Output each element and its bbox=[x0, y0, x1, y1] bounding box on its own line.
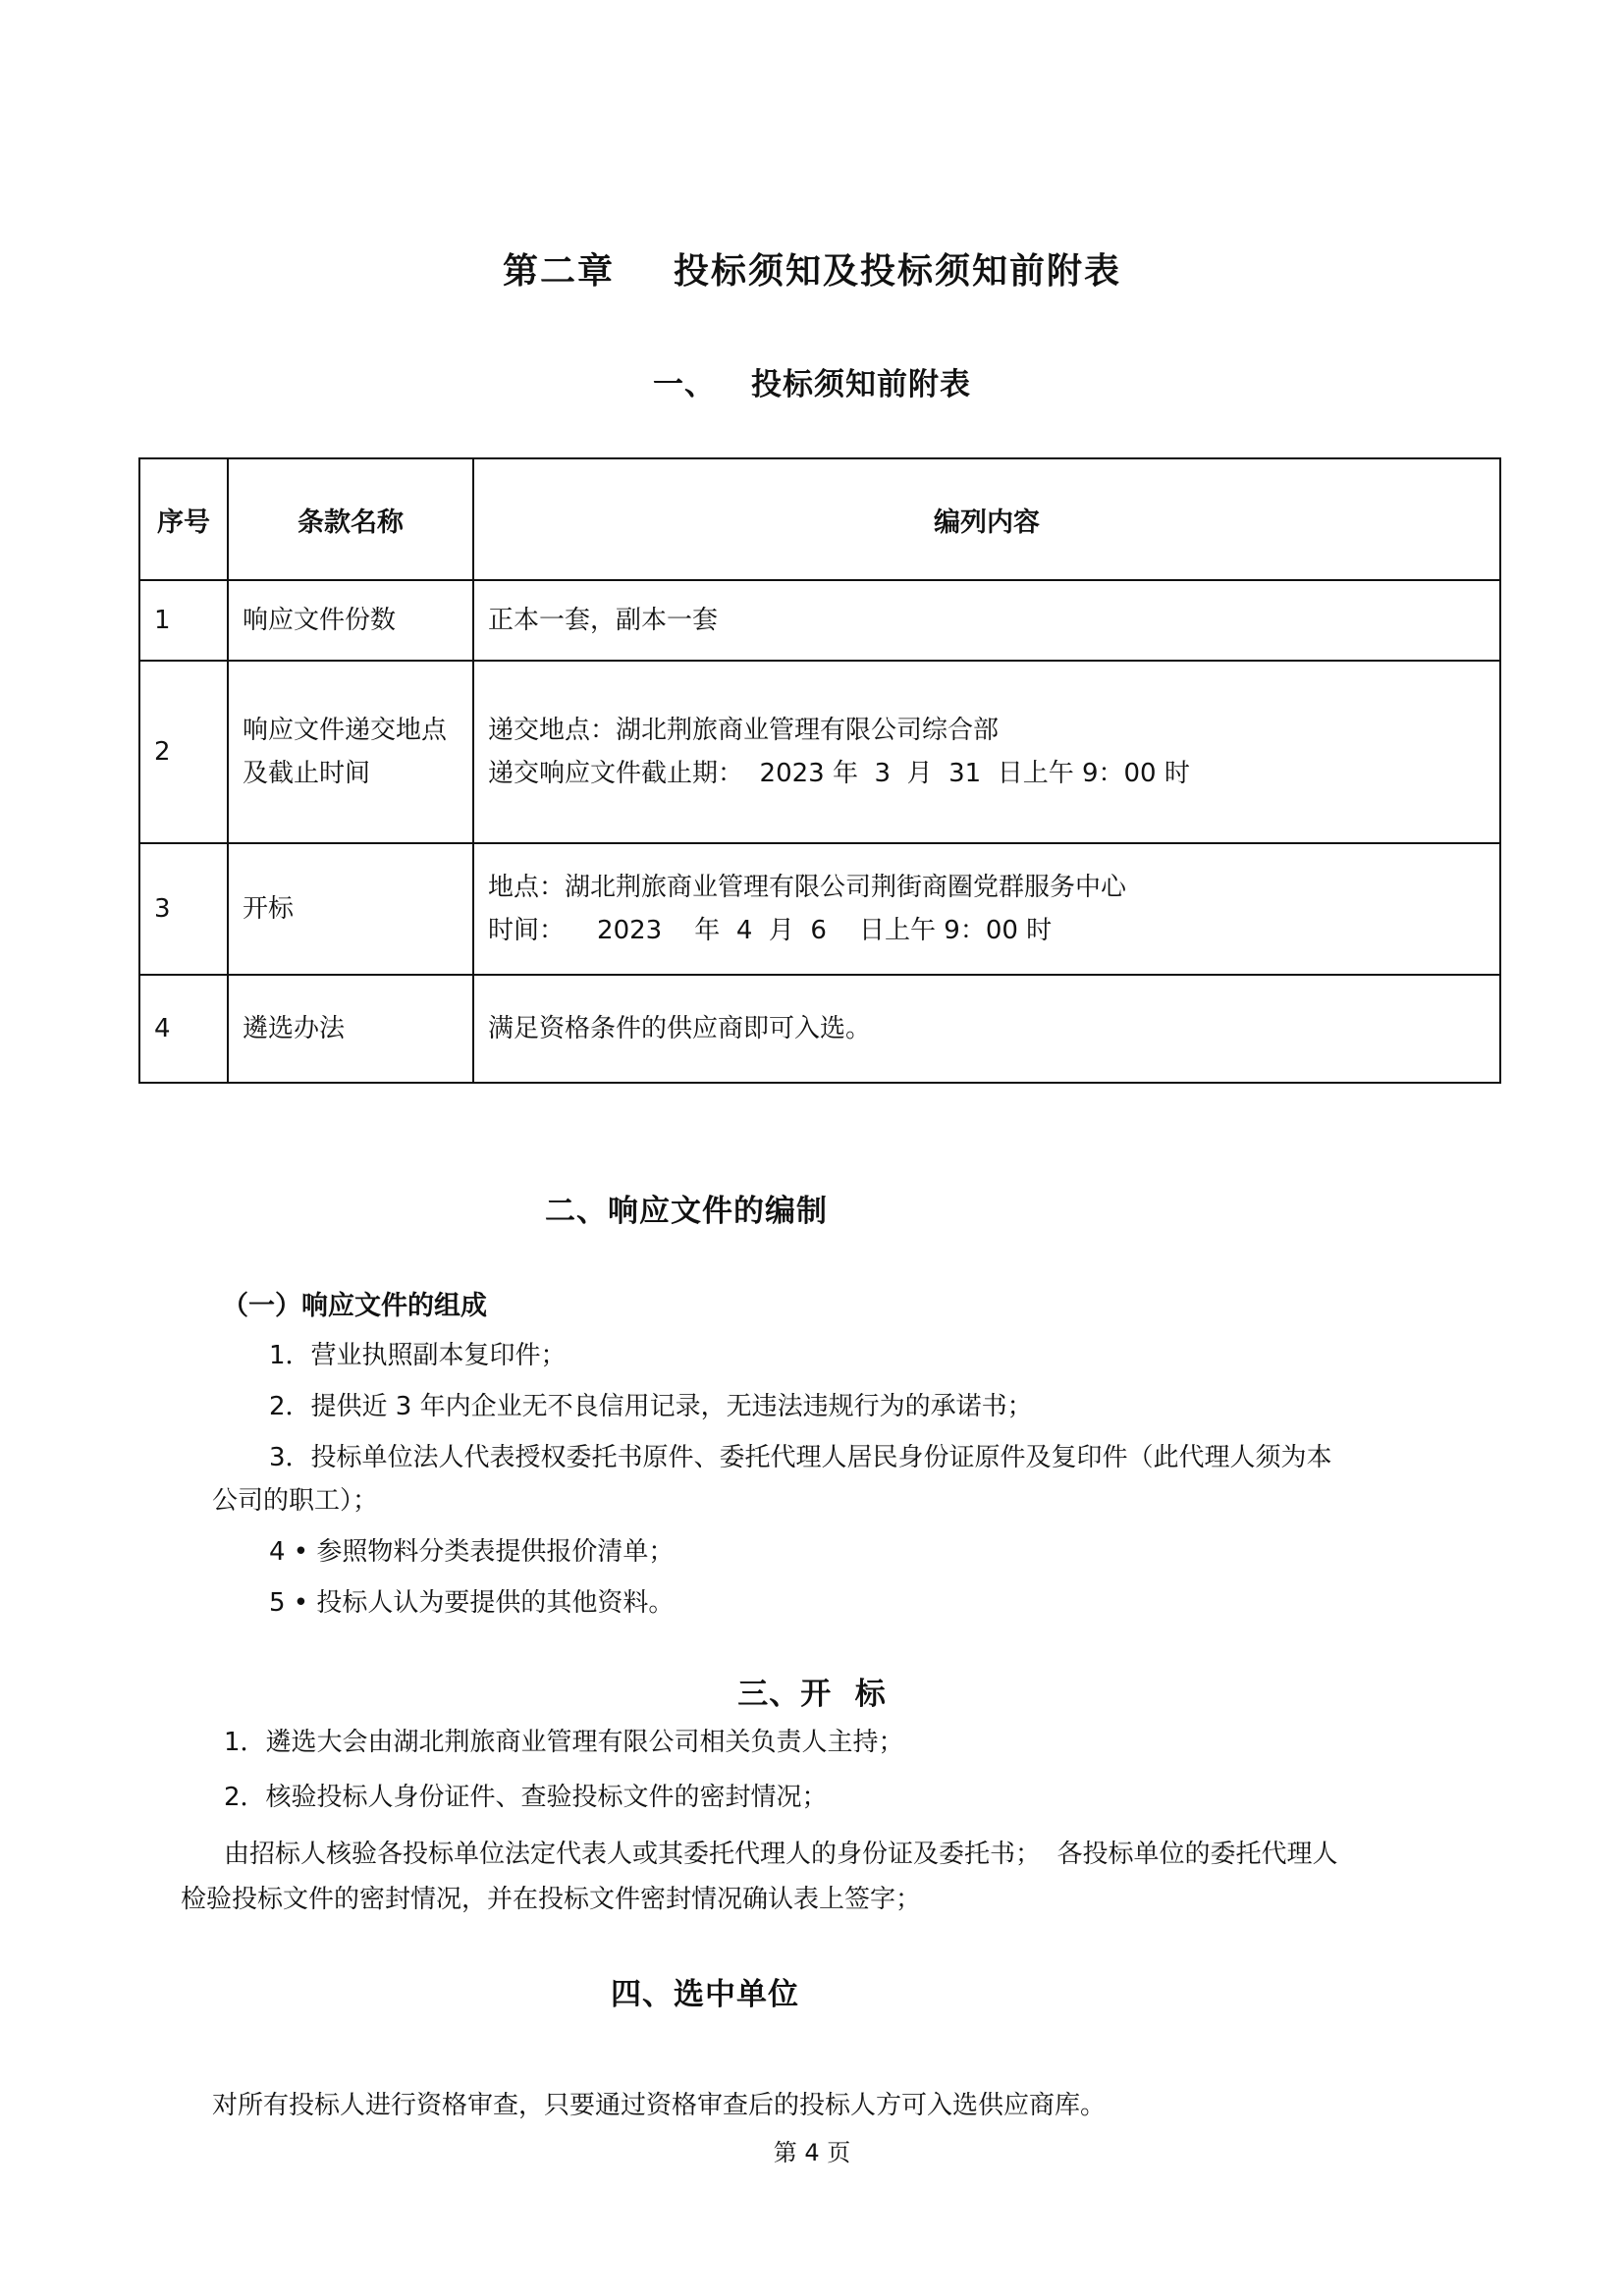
table-header-row bbox=[139, 458, 1500, 580]
row-no: 4 bbox=[139, 975, 228, 1083]
section4-text: 对所有投标人进行资格审查，只要通过资格审查后的投标人方可入选供应商库。 bbox=[212, 2091, 1107, 2120]
section2-item: 5 • 投标人认为要提供的其他资料。 bbox=[269, 1588, 675, 1618]
section3-paragraph: 由招标人核验各投标单位法定代表人或其委托代理人的身份证及委托书； 各投标单位的委托代理人 bbox=[224, 1840, 1338, 1869]
row-content bbox=[473, 975, 1500, 1083]
content-line: 时间： 2023 年 4 月 6 日上午 9：00 时 bbox=[488, 916, 1053, 945]
content-line: 递交地点：湖北荆旅商业管理有限公司综合部 bbox=[488, 716, 1000, 745]
section3-item: 1．遴选大会由湖北荆旅商业管理有限公司相关负责人主持； bbox=[224, 1728, 904, 1757]
chapter-label: 第二章 bbox=[502, 251, 615, 292]
header-no: 序号 bbox=[139, 458, 228, 580]
header-content: 编列内容 bbox=[473, 458, 1500, 580]
table-row bbox=[139, 661, 1500, 843]
section2-subtitle: （一）响应文件的组成 bbox=[222, 1291, 487, 1321]
row-content bbox=[473, 661, 1500, 843]
row-name: 响应文件递交地点及截止时间 bbox=[228, 661, 473, 843]
table-row bbox=[139, 975, 1500, 1083]
section2-title: 二、响应文件的编制 bbox=[545, 1194, 828, 1229]
table-row bbox=[139, 580, 1500, 661]
section3-title: 三、开 标 bbox=[737, 1677, 887, 1712]
row-no: 2 bbox=[139, 661, 228, 843]
row-name: 开标 bbox=[228, 843, 473, 975]
content-line: 正本一套，副本一套 bbox=[488, 606, 719, 635]
header-name: 条款名称 bbox=[228, 458, 473, 580]
section2-item: 3．投标单位法人代表授权委托书原件、委托代理人居民身份证原件及复印件（此代理人须为本 bbox=[269, 1443, 1332, 1472]
row-name: 遴选办法 bbox=[228, 975, 473, 1083]
content-line: 地点：湖北荆旅商业管理有限公司荆街商圈党群服务中心 bbox=[488, 873, 1127, 902]
row-content bbox=[473, 580, 1500, 661]
section2-item: 4 • 参照物料分类表提供报价清单； bbox=[269, 1537, 675, 1567]
chapter-title bbox=[0, 243, 1624, 294]
section4-title: 四、选中单位 bbox=[611, 1977, 799, 2012]
row-no: 3 bbox=[139, 843, 228, 975]
section2-item: 1．营业执照副本复印件； bbox=[269, 1341, 567, 1370]
content-line: 递交响应文件截止期： 2023 年 3 月 31 日上午 9：00 时 bbox=[488, 759, 1190, 788]
section1-title bbox=[0, 359, 1624, 403]
content-line: 满足资格条件的供应商即可入选。 bbox=[488, 1014, 872, 1043]
section1-number: 一、 bbox=[653, 367, 716, 402]
section3-item: 2．核验投标人身份证件、查验投标文件的密封情况； bbox=[224, 1783, 828, 1812]
section1-name: 投标须知前附表 bbox=[751, 367, 971, 402]
row-no: 1 bbox=[139, 580, 228, 661]
front-table bbox=[138, 457, 1501, 1084]
section2-item: 2．提供近 3 年内企业无不良信用记录，无违法违规行为的承诺书； bbox=[269, 1392, 1033, 1421]
row-content bbox=[473, 843, 1500, 975]
page-number: 第 4 页 bbox=[773, 2139, 851, 2166]
row-name: 响应文件份数 bbox=[228, 580, 473, 661]
section3-paragraph-continued: 检验投标文件的密封情况，并在投标文件密封情况确认表上签字； bbox=[181, 1885, 922, 1914]
table-row bbox=[139, 843, 1500, 975]
section2-item-continued: 公司的职工）； bbox=[212, 1486, 379, 1516]
chapter-name: 投标须知及投标须知前附表 bbox=[674, 251, 1122, 292]
